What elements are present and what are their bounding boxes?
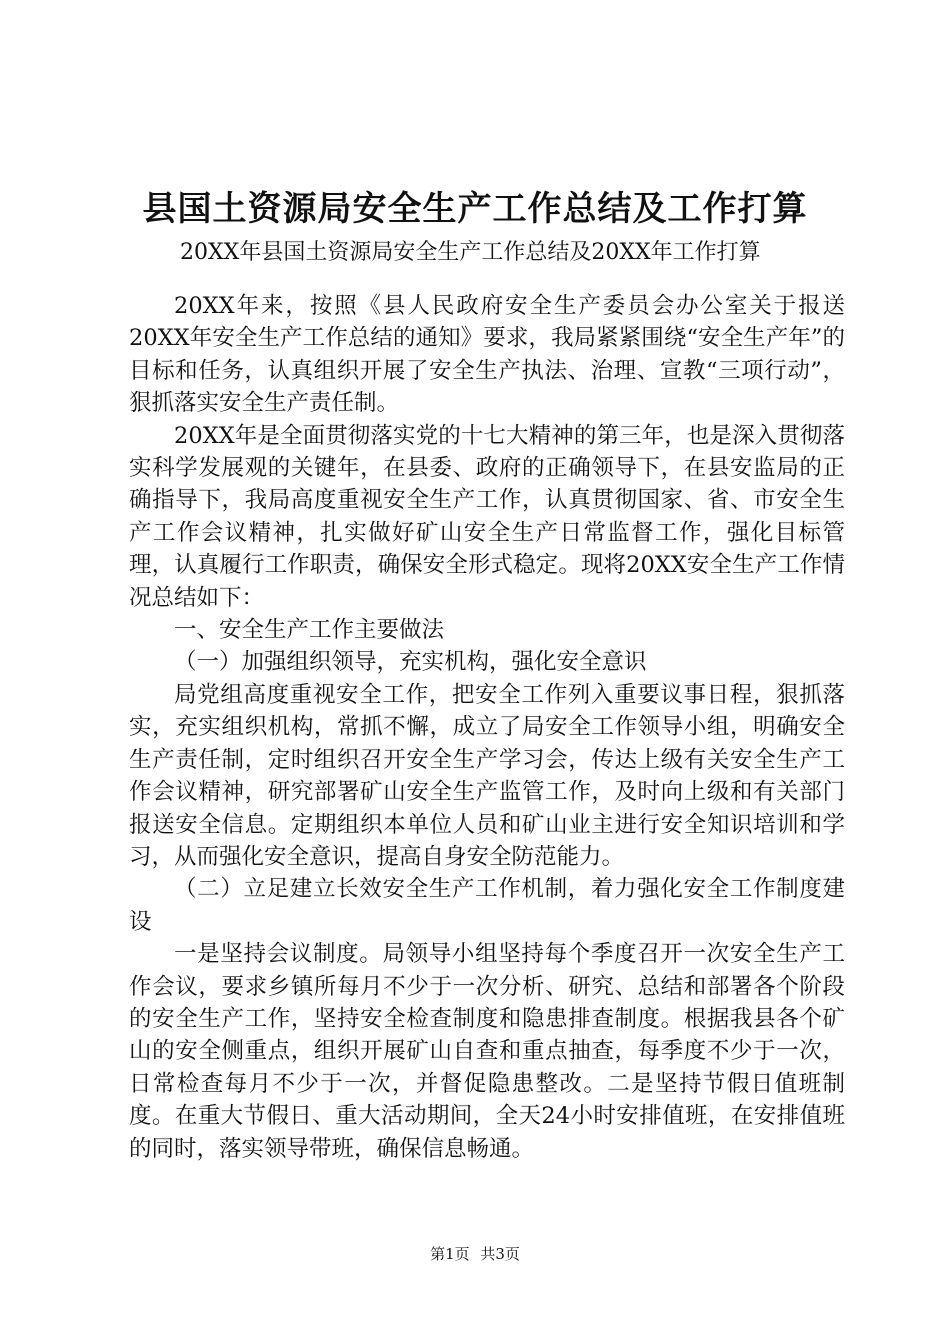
page-total: 共3页: [480, 1245, 520, 1263]
document-subtitle: 20XX年县国土资源局安全生产工作总结及20XX年工作打算: [180, 240, 761, 265]
paragraph-system: 一是坚持会议制度。局领导小组坚持每个季度召开一次安全生产工作会议，要求乡镇所每月不少于一次分析、研究、总结和部署各个阶段的安全生产工作，坚持安全检查制度和隐患排查制度。根据我县各个矿山的安全侧重点，组织开展矿山自查和重点抽查，每季度不少于一次，日常检查每月不少于一次，并督促隐患整改。二是坚持节假日值班制度。在重大节假日、重大活动期间，全天24小时安排值班，在安排值班的同时，落实领导带班，确保信息畅通。: [129, 941, 845, 1162]
page-number: 第1页: [430, 1245, 470, 1263]
section-heading-1: 一、安全生产工作主要做法: [174, 617, 445, 644]
document-title: 县国土资源局安全生产工作总结及工作打算: [142, 189, 808, 229]
page-footer: [0, 1244, 950, 1264]
paragraph-organization: 局党组高度重视安全工作，把安全工作列入重要议事日程，狠抓落实，充实组织机构，常抓不懈，成立了局安全工作领导小组，明确安全生产责任制，定时组织召开安全生产学习会，传达上级有关安全生产工作会议精神，研究部署矿山安全生产监管工作，及时向上级和有关部门报送安全信息。定期组织本单位人员和矿山业主进行安全知识培训和学习，从而强化安全意识，提高自身安全防范能力。: [129, 681, 845, 870]
subsection-heading-2: （二）立足建立长效安全生产工作机制，着力强化安全工作制度建设: [129, 876, 845, 935]
paragraph-intro: 20XX年来，按照《县人民政府安全生产委员会办公室关于报送20XX年安全生产工作总结的通知》要求，我局紧紧围绕“安全生产年”的目标和任务，认真组织开展了安全生产执法、治理、宣教“三项行动”，狠抓落实安全生产责任制。: [129, 293, 845, 417]
paragraph-overview: 20XX年是全面贯彻落实党的十七大精神的第三年，也是深入贯彻落实科学发展观的关键年，在县委、政府的正确领导下，在县安监局的正确指导下，我局高度重视安全生产工作，认真贯彻国家、省、市安全生产工作会议精神，扎实做好矿山安全生产日常监督工作，强化目标管理，认真履行工作职责，确保安全形式稳定。现将20XX安全生产工作情况总结如下：: [129, 422, 845, 611]
subsection-heading-1: （一）加强组织领导，充实机构，强化安全意识: [174, 649, 647, 676]
document-body: [129, 290, 845, 1165]
